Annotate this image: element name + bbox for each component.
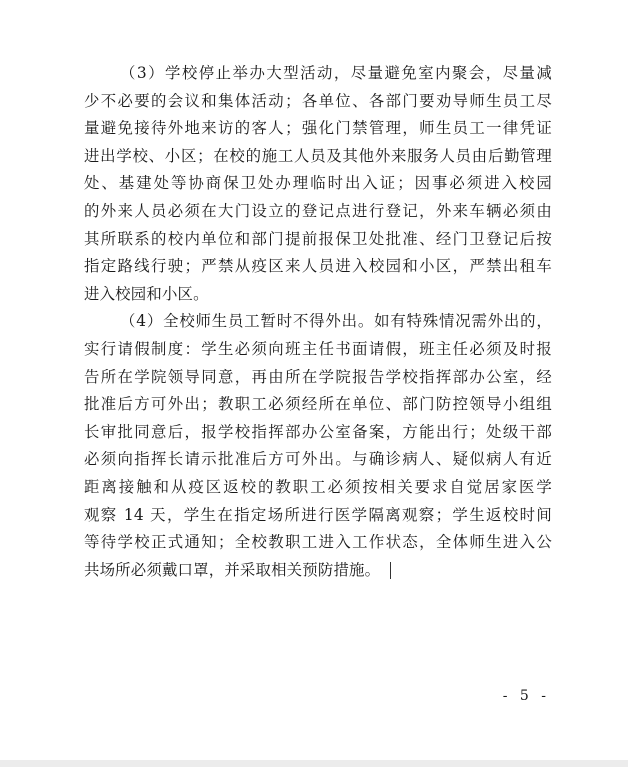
text-line: 进出学校、小区；在校的施工人员及其他外来服务人员由后勤管理 xyxy=(84,146,552,165)
text-line: 少不必要的会议和集体活动；各单位、各部门要劝导师生员工尽 xyxy=(84,91,552,110)
text-line: （4）全校师生员工暂时不得外出。如有特殊情况需外出的， xyxy=(120,312,552,331)
text-line: 距离接触和从疫区返校的教职工必须按相关要求自觉居家医学 xyxy=(84,477,552,496)
text-cursor xyxy=(390,562,391,579)
text-line-content: 共场所必须戴口罩，并采取相关预防措施。 xyxy=(84,560,381,579)
text-line: 等待学校正式通知；全校教职工进入工作状态，全体师生进入公 xyxy=(84,533,552,552)
paragraph-3 xyxy=(84,60,552,308)
text-line-last[interactable] xyxy=(84,557,552,585)
paragraph-4 xyxy=(84,308,552,584)
page-bottom-edge xyxy=(0,760,628,767)
text-line: 进入校园和小区。 xyxy=(84,284,209,303)
text-line: 必须向指挥长请示批准后方可外出。与确诊病人、疑似病人有近 xyxy=(84,450,552,469)
document-body xyxy=(84,60,552,584)
text-line: 量避免接待外地来访的客人；强化门禁管理，师生员工一律凭证 xyxy=(84,119,552,138)
text-line: （3）学校停止举办大型活动，尽量避免室内聚会，尽量减 xyxy=(120,64,552,82)
text-line: 实行请假制度：学生必须向班主任书面请假，班主任必须及时报 xyxy=(84,339,552,358)
text-line: 长审批同意后，报学校指挥部办公室备案，方能出行；处级干部 xyxy=(84,422,552,441)
text-line: 其所联系的校内单位和部门提前报保卫处批准、经门卫登记后按 xyxy=(84,229,552,248)
text-line: 观察 14 天，学生在指定场所进行医学隔离观察；学生返校时间 xyxy=(84,505,552,524)
text-line: 告所在学院领导同意，再由所在学院报告学校指挥部办公室，经 xyxy=(84,367,552,386)
text-line: 指定路线行驶；严禁从疫区来人员进入校园和小区，严禁出租车 xyxy=(84,257,552,276)
page-number: - 5 - xyxy=(502,688,550,704)
text-line: 的外来人员必须在大门设立的登记点进行登记，外来车辆必须由 xyxy=(84,201,552,220)
text-line: 处、基建处等协商保卫处办理临时出入证；因事必须进入校园 xyxy=(84,174,552,193)
text-line: 批准后方可外出；教职工必须经所在单位、部门防控领导小组组 xyxy=(84,395,552,414)
